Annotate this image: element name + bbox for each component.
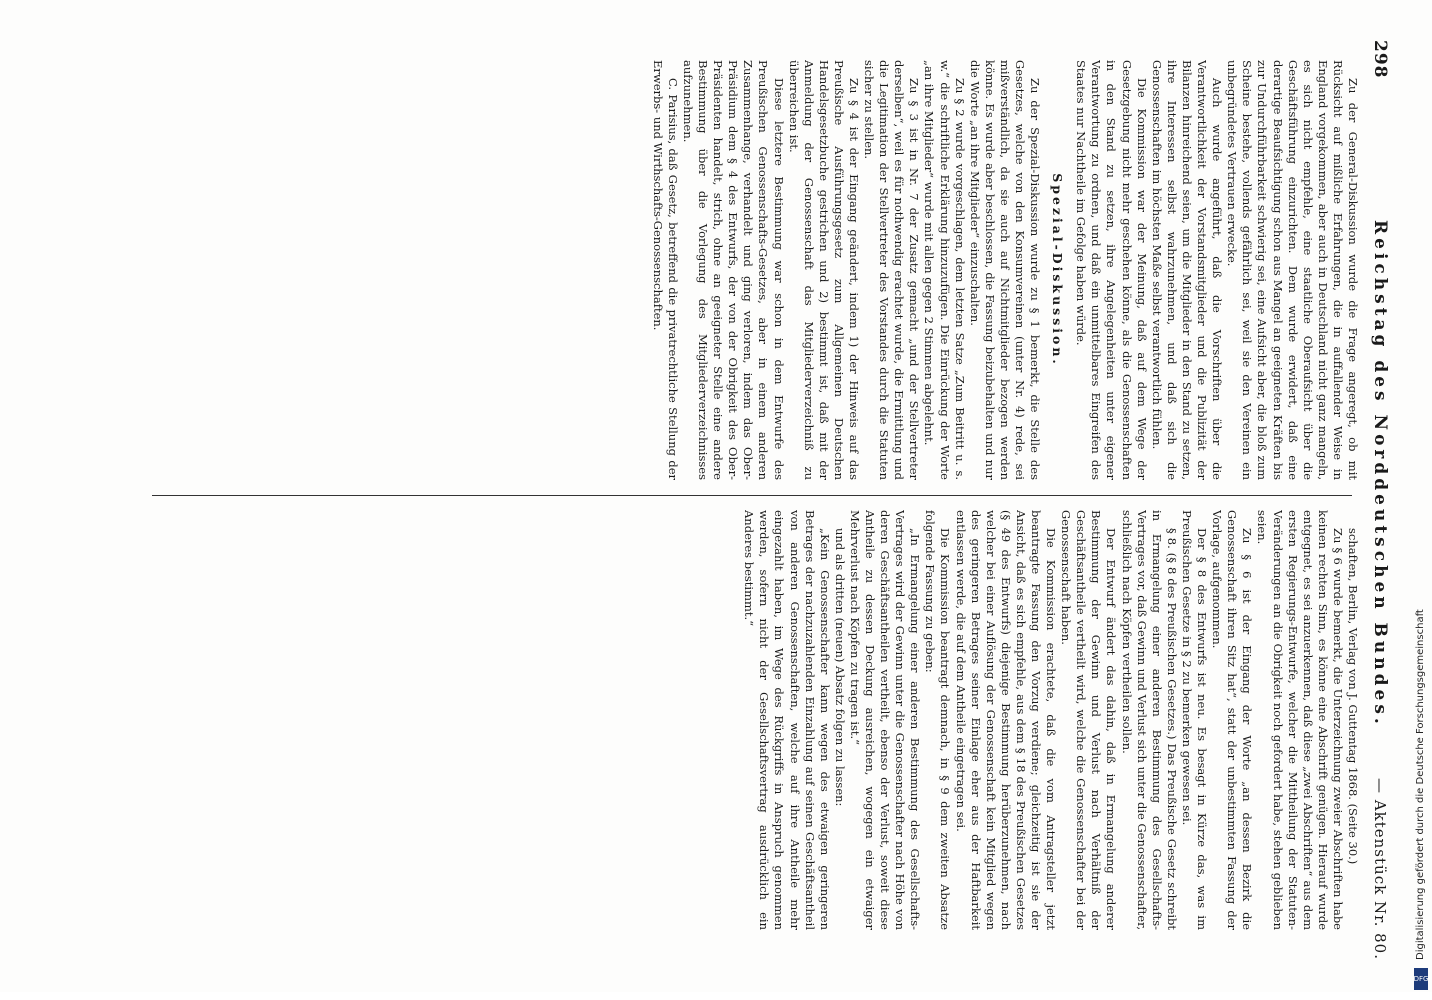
paragraph: Die Kommission beantragt demnach, in § 9 dem zweiten Absatze folgende Fassung zu geben: xyxy=(923,510,953,930)
dfg-logo: DFG xyxy=(1414,968,1428,990)
paragraph: Diese letztere Bestimmung war schon in dem Entwurfe des Preußischen Genossenschafts-Gesetzes, aber in einem anderen Zusammenhange, verhandelt und ging verloren, indem das Ober-Präsidium dem § 4 des Entwurfs, der von der Obrigkeit des Ober-Präsidenten handelt, strich, ohne an geeigneter Stelle eine andere Bestimmung über die Vorlegung des Mitgliederverzeichnisses aufzunehmen. xyxy=(680,60,786,480)
paragraph: schaften, Berlin, Verlag von J. Guttentag 1868. (Seite 30.) xyxy=(1346,528,1360,865)
paragraph: und als dritten (neuen) Absatz folgen zu lassen: xyxy=(832,528,847,807)
page-number: 298 xyxy=(1370,40,1390,79)
paragraph: Die Kommission war der Meinung, daß auf dem Wege der Gesetzgebung nicht mehr geschehen könne, als die Genossenschaften in den Stand zu setzen, ihre Angelegenheiten unter eigener Verantwortung zu ordnen, und daß ein unmittelbares Eingreifen des Staates nur Nachtheile im Gefolge haben würde. xyxy=(1074,60,1149,480)
digitization-credit-text: Digitalisierung gefördert durch die Deutsche Forschungsgemeinschaft xyxy=(1415,609,1426,960)
running-title: Reichstag des Norddeutschen Bundes. xyxy=(1370,220,1390,728)
section-heading: Spezial-Diskussion. xyxy=(1050,173,1066,367)
paragraph: Zu § 6 wurde bemerkt, die Unterzeichnung zweier Abschriften habe keinen rechten Sinn, es könne eine Abschrift genügen. Hierauf wurde entgegnet, es sei anzuerkennen, daß diese „zwei Abschriften“ aus dem ersten Regierungs-Entwurfe, welcher die Mittheilung der Statuten-Veränderungen an die Obrigkeit noch gefordert habe, stehen geblieben seien. xyxy=(1255,510,1345,930)
digitization-credit xyxy=(1414,0,1428,1000)
paragraph: Die Kommission erachtete, daß die vom Antragsteller jetzt beantragte Fassung den Vorzug verdiene; gleichzeitig ist sie der Ansicht, daß es sich empfehle, aus dem § 18 des Preußischen Gesetzes (§ 49 des Entwurfs) diejenige Bestimmung herüberzunehmen, nach welcher bei einer Auflösung der Genossenschaft kein Mitglied wegen des geringeren Betrages seiner Einlage eher aus der Haftbarkeit entlassen werde, die auf dem Antheile eingetragen sei. xyxy=(953,510,1059,930)
paragraph: Auch wurde angeführt, daß die Vorschriften über die Verantwortlichkeit der Vorstandsmitglieder und die Publizität der Bilanzen hinreichend seien, um die Mitglieder in den Stand zu setzen, ihre Interessen selbst wahrzunehmen, und daß sich die Genossenschaften im höchsten Maße selbst verantwortlich fühlen. xyxy=(1149,60,1225,480)
paragraph: Zu § 6 ist der Eingang der Worte „an dessen Bezirk die Genossenschaft ihren Sitz hat“, statt der unbestimmten Fassung der Vorlage, aufgenommen. xyxy=(1210,510,1255,930)
paragraph: Der Entwurf ändert das dahin, daß in Ermangelung anderer Bestimmung der Gewinn und Verlust nach Verhältniß der Geschäftsantheile vertheilt wird, welche die Genossenschafter bei der Genossenschaft haben. xyxy=(1059,510,1119,930)
paragraph: Zu der Spezial-Diskussion wurde zu § 1 bemerkt, die Stelle des Gesetzes, welche von den Konsumvereinen (unter Nr. 4) rede, sei mißverständlich, da sie auch auf Nichtmitglieder bezogen werden könne. Es wurde aber beschlossen, die Fassung beizubehalten und nur die Worte „an ihre Mitglieder“ einzuschalten. xyxy=(967,60,1043,480)
page-header xyxy=(1360,40,1400,960)
paragraph: „In Ermangelung einer anderen Bestimmung des Gesellschafts-Vertrages wird der Gewinn unter die Genossenschafter nach Höhe von deren Geschäftsantheilen vertheilt, ebenso der Verlust, soweit diese Antheile zu dessen Deckung ausreichen, wogegen ein etwaiger Mehrverlust nach Köpfen zu tragen ist.“ xyxy=(847,510,923,930)
left-column xyxy=(60,60,1360,480)
paragraph: C. Parisius, daß Gesetz, betreffend die privatrechtliche Stellung der Erwerbs- und Wirthschafts-Genossenschaften. xyxy=(650,60,680,480)
right-column xyxy=(60,510,1360,930)
paragraph: Zu § 3 ist in Nr. 7 der Zusatz gemacht „und der Stellvertreter derselben“, weil es für nothwendig erachtet wurde, die Ermittlung und die Legitimation der Stellvertreter des Vorstandes durch die Statuten sicher zu stellen. xyxy=(862,60,922,480)
bottom-border xyxy=(0,992,1432,1000)
paragraph: Zu der General-Diskussion wurde die Frage angeregt, ob mit Rücksicht auf mißliche Erfahrungen, die in auffallender Weise in England vorgekommen, aber auch in Deutschland nicht ganz mangeln, es sich nicht empfehle, eine staatliche Oberaufsicht über die Geschäftsführung einzurichten. Dem wurde erwidert, daß eine derartige Beaufsichtigung schon aus Mangel an geeigneten Kräften bis zur Undurchführbarkeit schwierig sei, eine Aufsicht aber, die bloß zum Scheine bestehe, vollends gefährlich sei, weil sie den Vereinen ein unbegründetes Vertrauen erwecke. xyxy=(1225,60,1360,480)
paragraph: „Kein Genossenschafter kann wegen des etwaigen geringeren Betrages der nachzuzahlenden Einzahlung auf seinen Geschäftsantheil von anderen Genossenschaften, welche auf ihre Antheile mehr eingezahlt haben, im Wege des Rückgriffs in Anspruch genommen werden, sofern nicht der Gesellschaftsvertrag ausdrücklich ein Anderes bestimmt.“ xyxy=(742,510,832,930)
paragraph: § 8. (§ 8 des Preußischen Gesetzes.) Das Preußische Gesetz schreibt in Ermangelung einer anderen Bestimmung des Gesellschafts-Vertrages vor, daß Gewinn und Verlust sich unter die Genossenschafter, schließlich nach Köpfen vertheilen sollen. xyxy=(1119,510,1179,930)
paragraph: Zu § 4 ist der Eingang geändert, indem 1) der Hinweis auf das Preußische Ausführungsgesetz zum Allgemeinen Deutschen Handelsgesetzbuche gestrichen und 2) bestimmt ist, daß mit der Anmeldung der Genossenschaft das Mitgliederverzeichniß zu überreichen ist. xyxy=(786,60,861,480)
issue-label: — Aktenstück Nr. 80. xyxy=(1371,778,1389,960)
paragraph: Der § 8 des Entwurfs ist neu. Es besagt in Kürze das, was im Preußischen Gesetze in § 2 zu bemerken gewesen sei. xyxy=(1179,510,1210,930)
paragraph: Zu § 2 wurde vorgeschlagen, dem letzten Satze „Zum Beitritt u. s. w.“ die schriftliche Erklärung hinzuzufügen. Die Einrückung der Worte „an ihre Mitglieder“ wurde mit allen gegen 2 Stimmen abgelehnt. xyxy=(922,60,967,480)
column-divider xyxy=(152,495,1352,496)
